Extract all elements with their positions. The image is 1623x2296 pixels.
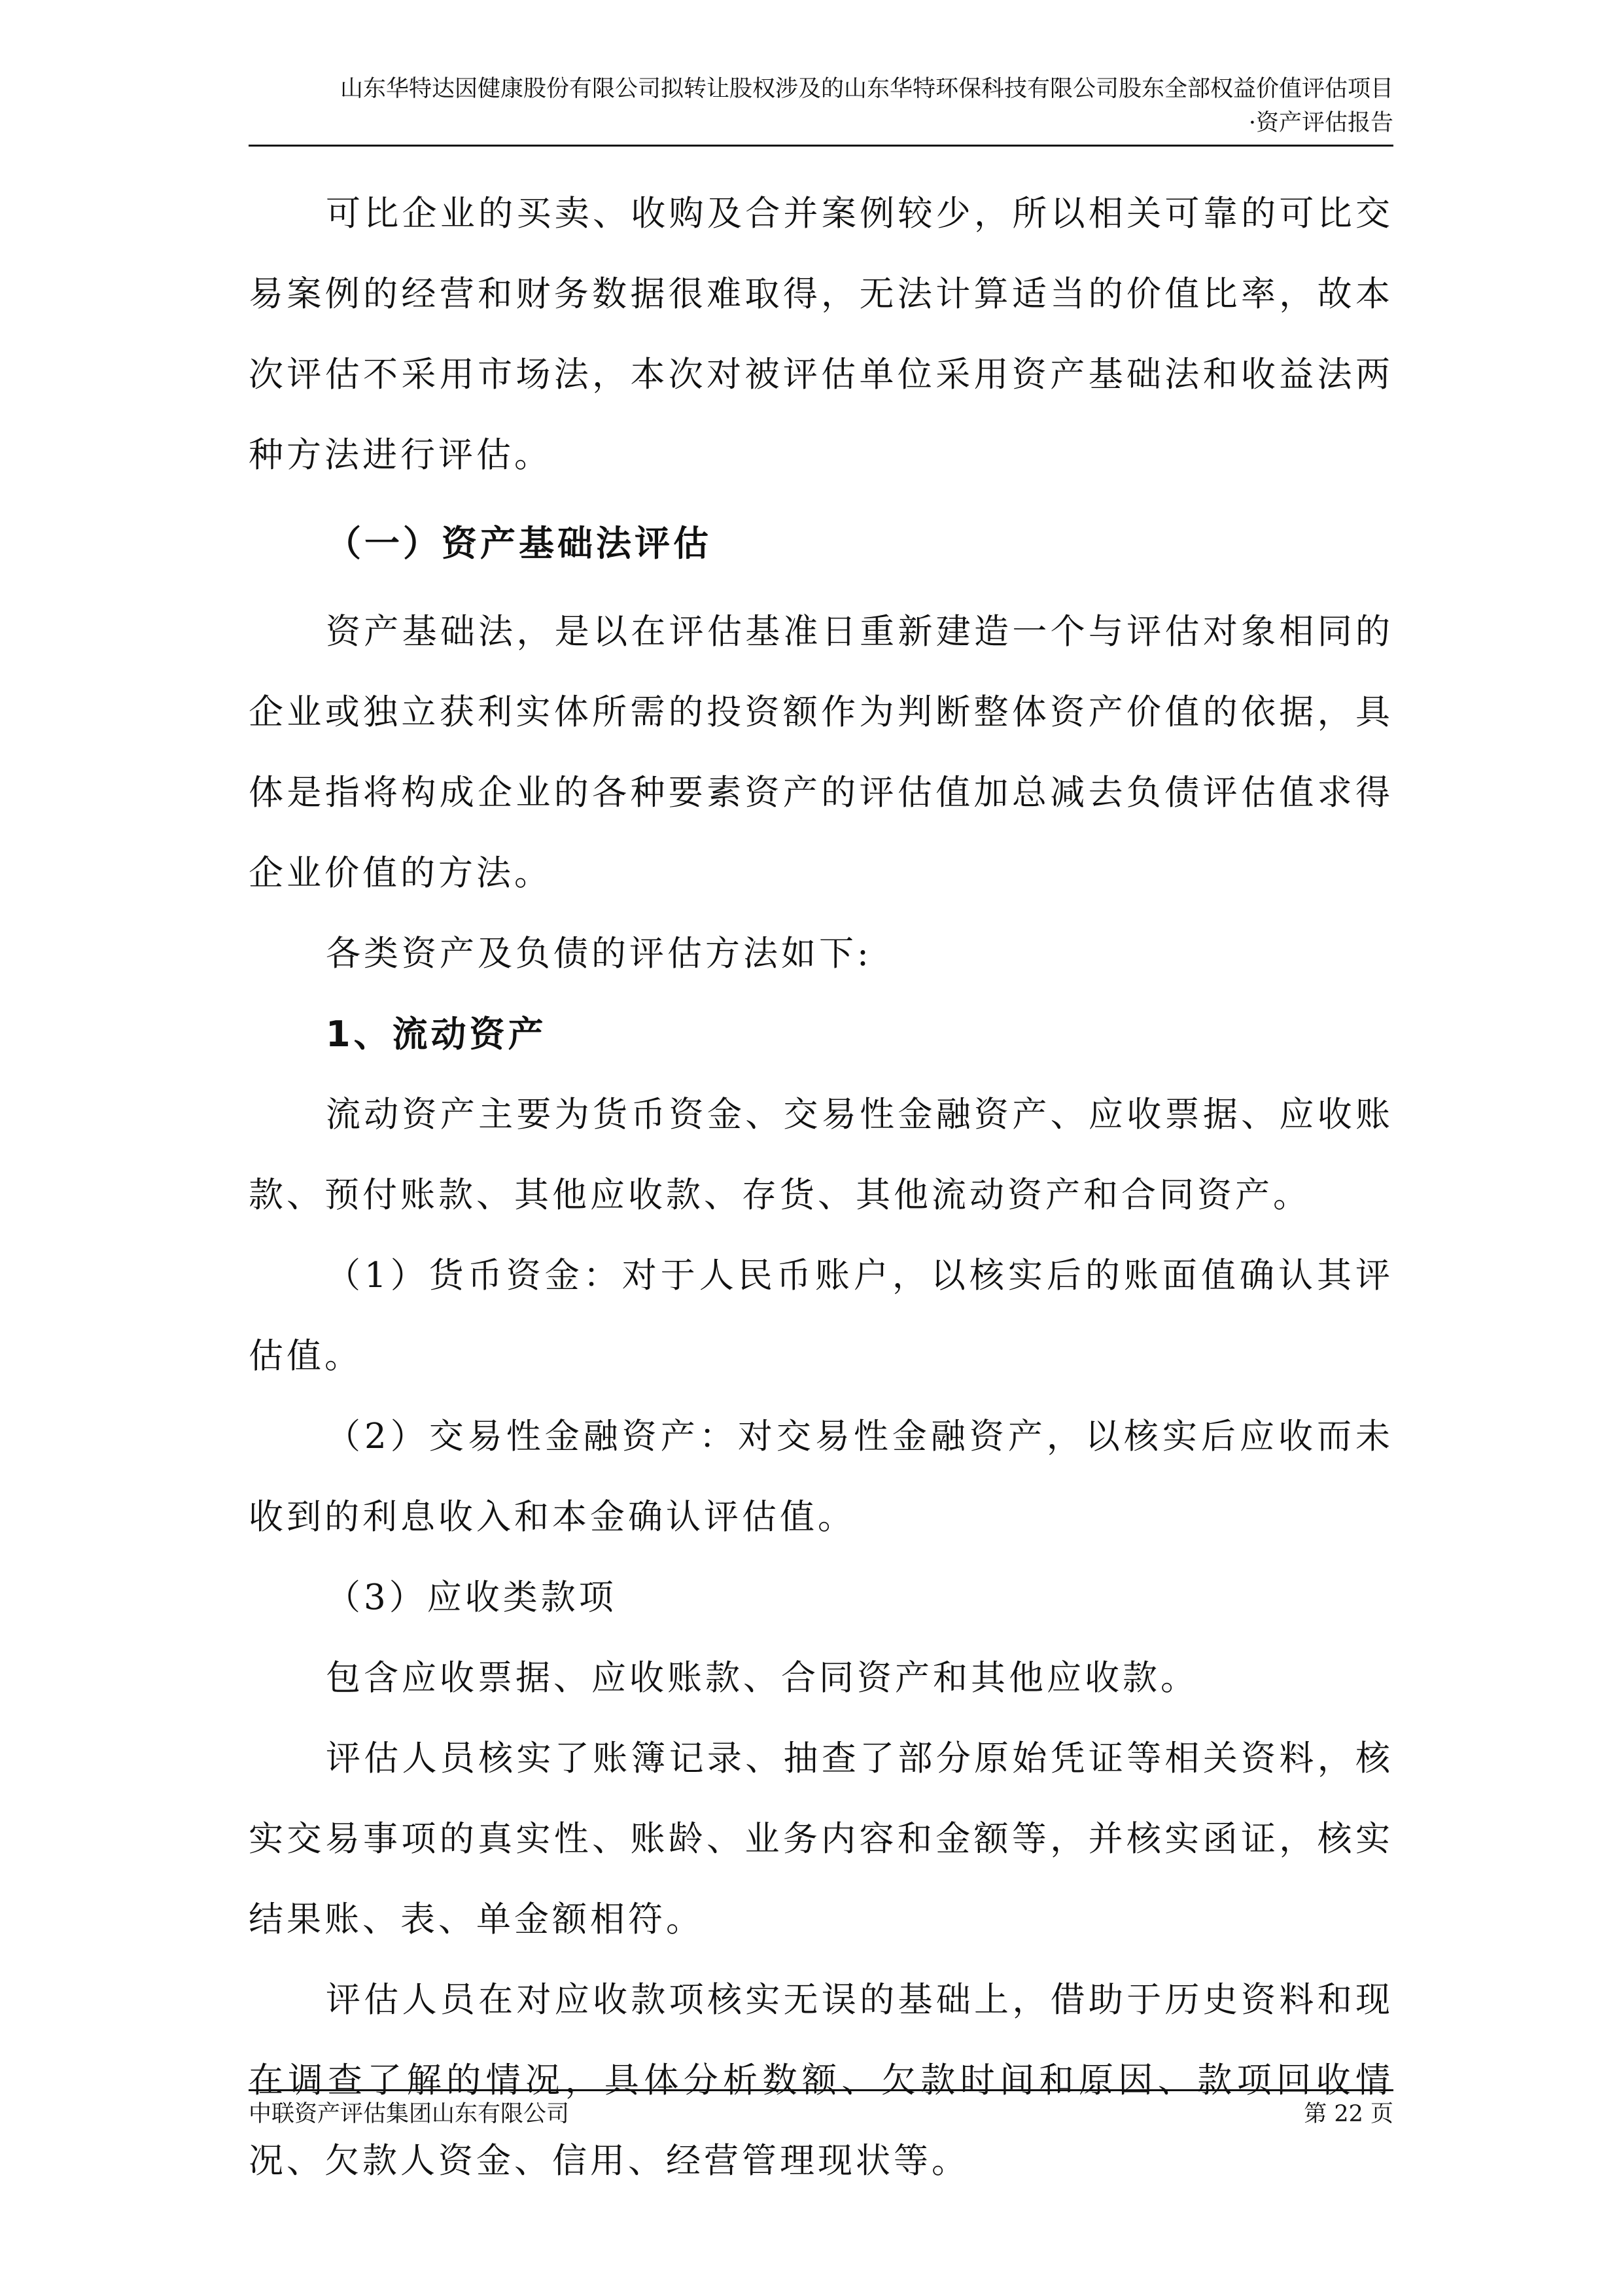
paragraph-receivables-analysis: 评估人员在对应收款项核实无误的基础上，借助于历史资料和现在调查了解的情况，具体分析数额、欠款时间和原因、款项回收情况、欠款人资金、信用、经营管理现状等。 <box>249 1980 1393 2181</box>
paragraph-trading-financial-assets: （2）交易性金融资产：对交易性金融资产，以核实后应收而未收到的利息收入和本金确认评估值。 <box>249 1417 1393 1537</box>
page-number: 第 22 页 <box>1304 2101 1393 2127</box>
page-body <box>249 173 1393 2201</box>
paragraph-receivables-scope: 包含应收票据、应收账款、合同资产和其他应收款。 <box>326 1658 1198 1698</box>
paragraph-market-approach: 可比企业的买卖、收购及合并案例较少，所以相关可靠的可比交易案例的经营和财务数据很难取得，无法计算适当的价值比率，故本次评估不采用市场法，本次对被评估单位采用资产基础法和收益法两种方法进行评估。 <box>249 194 1393 475</box>
header-subtitle-line: ·资产评估报告 <box>1248 110 1393 136</box>
paragraph-methods-intro: 各类资产及负债的评估方法如下: <box>326 934 872 974</box>
footer-divider <box>249 2089 1393 2091</box>
subheading-current-assets: 1、流动资产 <box>326 1014 547 1055</box>
paragraph-current-assets: 流动资产主要为货币资金、交易性金融资产、应收票据、应收账款、预付账款、其他应收款、存货、其他流动资产和合同资产。 <box>249 1095 1393 1215</box>
section-heading-asset-based: （一）资产基础法评估 <box>326 523 712 564</box>
paragraph-cash: （1）货币资金：对于人民币账户，以核实后的账面值确认其评估值。 <box>249 1256 1393 1376</box>
running-header <box>249 72 1393 140</box>
header-title-line: 山东华特达因健康股份有限公司拟转让股权涉及的山东华特环保科技有限公司股东全部权益价值评估项目 <box>340 76 1393 102</box>
header-divider <box>249 145 1393 147</box>
paragraph-receivables-verification: 评估人员核实了账簿记录、抽查了部分原始凭证等相关资料，核实交易事项的真实性、账龄、业务内容和金额等，并核实函证，核实结果账、表、单金额相符。 <box>249 1739 1393 1939</box>
paragraph-receivables-title: （3）应收类款项 <box>326 1578 617 1617</box>
paragraph-asset-based-definition: 资产基础法，是以在评估基准日重新建造一个与评估对象相同的企业或独立获利实体所需的投资额作为判断整体资产价值的依据，具体是指将构成企业的各种要素资产的评估值加总减去负债评估值求得企业价值的方法。 <box>249 612 1393 893</box>
footer-company: 中联资产评估集团山东有限公司 <box>249 2101 570 2127</box>
